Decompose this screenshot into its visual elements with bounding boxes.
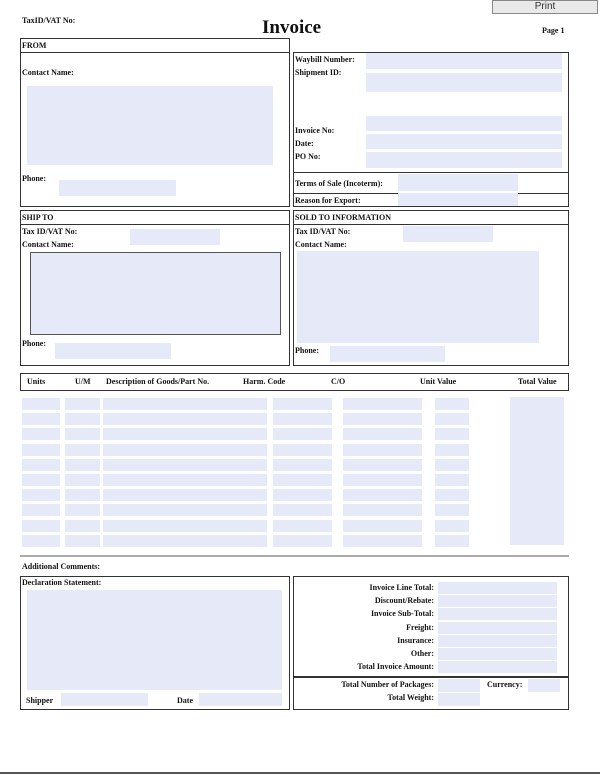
sold-to-heading: SOLD TO INFORMATION [295,213,392,222]
sold-to-address-field[interactable] [297,251,539,343]
line-item-description-field[interactable] [103,474,267,486]
table-header [20,373,569,391]
declaration-label: Declaration Statement: [22,578,102,587]
totals-label: Other: [410,649,434,658]
shipment-id-field[interactable] [366,73,562,92]
line-item-units-field[interactable] [22,398,60,410]
line-item-units-field[interactable] [22,535,60,547]
currency-label: Currency: [487,680,523,689]
terms-field[interactable] [398,174,518,191]
sold-to-tax-label: Tax ID/VAT No: [295,227,351,236]
sold-to-phone-field[interactable] [330,346,445,362]
col-co: C/O [331,377,346,386]
line-item-co-field[interactable] [343,520,422,532]
line-item-um-field[interactable] [65,398,100,410]
shipper-label: Shipper [26,696,54,705]
totals-field[interactable] [438,595,557,607]
line-item-harm-code-field[interactable] [273,398,332,410]
sold-to-tax-field[interactable] [403,226,493,242]
date-field[interactable] [366,134,562,149]
reason-label: Reason for Export: [295,196,361,205]
line-item-description-field[interactable] [103,444,267,456]
line-item-description-field[interactable] [103,398,267,410]
line-item-units-field[interactable] [22,504,60,516]
line-item-um-field[interactable] [65,413,100,425]
line-item-co-field[interactable] [343,459,422,471]
line-item-unit-value-field[interactable] [435,489,469,501]
total-value-field[interactable] [510,397,564,545]
line-item-um-field[interactable] [65,459,100,471]
col-description: Description of Goods/Part No. [106,377,210,386]
terms-label: Terms of Sale (Incoterm): [295,179,383,188]
line-item-co-field[interactable] [343,474,422,486]
col-harm-code: Harm. Code [243,377,286,386]
from-address-field[interactable] [27,86,273,165]
col-units: Units [27,377,46,386]
line-item-co-field[interactable] [343,504,422,516]
from-contact-label: Contact Name: [22,68,74,77]
line-item-co-field[interactable] [343,489,422,501]
line-item-co-field[interactable] [343,413,422,425]
col-total-value: Total Value [518,377,557,386]
page-number: Page 1 [542,26,565,35]
page-title: Invoice [262,17,322,38]
line-item-units-field[interactable] [22,459,60,471]
line-item-co-field[interactable] [343,398,422,410]
line-item-harm-code-field[interactable] [273,428,332,440]
totals-label: Freight: [406,622,434,632]
ship-to-tax-field[interactable] [130,229,220,245]
date-signature-label: Date [177,696,193,705]
line-item-um-field[interactable] [65,428,100,440]
currency-field[interactable] [528,679,560,692]
packages-field[interactable] [438,679,480,692]
line-item-unit-value-field[interactable] [435,504,469,516]
line-item-harm-code-field[interactable] [273,474,332,486]
totals-field[interactable] [438,582,557,594]
shipper-field[interactable] [61,693,148,706]
totals-label: Discount/Rebate: [374,596,434,606]
line-item-harm-code-field[interactable] [273,504,332,516]
additional-comments-label: Additional Comments: [22,562,101,571]
ship-to-tax-label: Tax ID/VAT No: [22,227,78,236]
line-item-unit-value-field[interactable] [435,413,469,425]
line-item-harm-code-field[interactable] [273,489,332,501]
reason-field[interactable] [398,193,518,206]
shipment-id-label: Shipment ID: [295,68,342,77]
line-item-units-field[interactable] [22,489,60,501]
line-item-um-field[interactable] [65,474,100,486]
invoice-no-label: Invoice No: [295,126,335,135]
invoice-no-field[interactable] [366,116,562,131]
line-item-unit-value-field[interactable] [435,428,469,440]
line-item-unit-value-field[interactable] [435,474,469,486]
line-item-um-field[interactable] [65,489,100,501]
sold-to-contact-label: Contact Name: [295,240,347,249]
weight-label: Total Weight: [387,693,434,702]
line-item-description-field[interactable] [103,520,267,532]
line-item-harm-code-field[interactable] [273,413,332,425]
packages-label: Total Number of Packages: [341,680,434,689]
line-item-description-field[interactable] [103,489,267,501]
line-item-units-field[interactable] [22,444,60,456]
sold-to-phone-label: Phone: [295,346,319,355]
line-item-harm-code-field[interactable] [273,535,332,547]
ship-to-heading: SHIP TO [22,213,54,222]
line-item-harm-code-field[interactable] [273,444,332,456]
totals-label: Insurance: [397,635,434,645]
line-item-units-field[interactable] [22,428,60,440]
line-item-um-field[interactable] [65,535,100,547]
date-signature-field[interactable] [199,693,282,706]
weight-field[interactable] [438,693,480,706]
ship-to-phone-label: Phone: [22,339,46,348]
line-item-harm-code-field[interactable] [273,459,332,471]
date-label: Date: [295,139,314,148]
line-item-unit-value-field[interactable] [435,535,469,547]
line-item-description-field[interactable] [103,504,267,516]
line-item-unit-value-field[interactable] [435,459,469,471]
line-item-um-field[interactable] [65,504,100,516]
line-item-um-field[interactable] [65,520,100,532]
col-um: U/M [75,377,91,386]
line-item-description-field[interactable] [103,428,267,440]
line-item-units-field[interactable] [22,520,60,532]
totals-label: Total Invoice Amount: [357,662,434,672]
waybill-field[interactable] [366,53,562,69]
declaration-field[interactable] [27,590,282,690]
ship-to-address-field[interactable] [30,252,281,335]
totals-label: Invoice Sub-Total: [370,609,434,619]
totals-field[interactable] [438,622,557,634]
line-item-units-field[interactable] [22,474,60,486]
po-no-label: PO No: [295,152,321,161]
totals-field[interactable] [438,648,557,660]
from-phone-field[interactable] [59,180,176,196]
line-item-um-field[interactable] [65,444,100,456]
from-heading: FROM [22,41,47,50]
totals-label: Invoice Line Total: [369,583,434,592]
totals-field[interactable] [438,661,557,673]
line-item-unit-value-field[interactable] [435,444,469,456]
waybill-label: Waybill Number: [295,55,355,64]
col-unit-value: Unit Value [420,377,457,386]
print-button[interactable]: Print [492,0,598,14]
line-item-description-field[interactable] [103,459,267,471]
po-no-field[interactable] [366,152,562,168]
tax-id-label: TaxID/VAT No: [22,16,76,25]
ship-to-contact-label: Contact Name: [22,240,74,249]
totals-field[interactable] [438,608,557,620]
from-phone-label: Phone: [22,174,46,183]
line-item-unit-value-field[interactable] [435,520,469,532]
line-item-unit-value-field[interactable] [435,398,469,410]
totals-field[interactable] [438,635,557,647]
line-item-description-field[interactable] [103,535,267,547]
line-item-co-field[interactable] [343,428,422,440]
line-item-description-field[interactable] [103,413,267,425]
line-item-units-field[interactable] [22,413,60,425]
line-item-co-field[interactable] [343,535,422,547]
line-item-co-field[interactable] [343,444,422,456]
line-item-harm-code-field[interactable] [273,520,332,532]
ship-to-phone-field[interactable] [55,343,171,359]
